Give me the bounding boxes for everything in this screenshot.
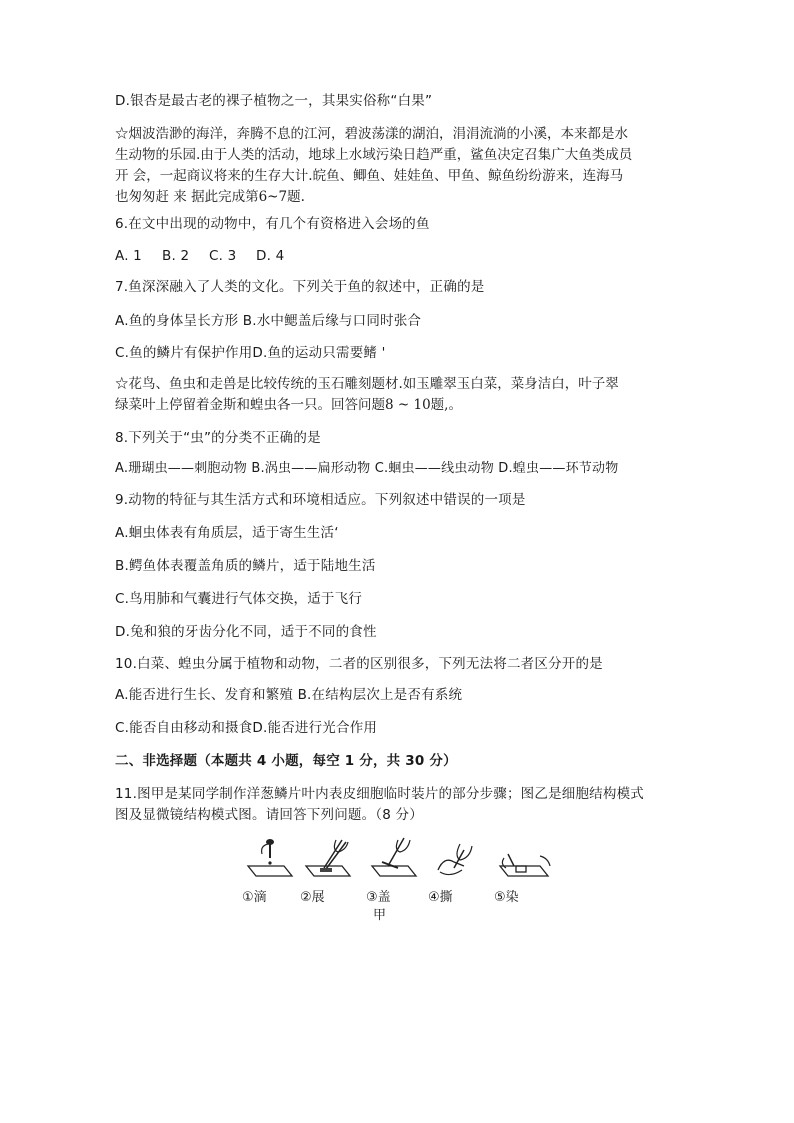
question-9: 9.动物的特征与其生活方式和环境相适应。下列叙述中错误的一项是 xyxy=(115,492,526,508)
question-6: 6.在文中出现的动物中，有几个有资格进入会场的鱼 xyxy=(115,216,430,232)
stain-icon xyxy=(496,836,556,884)
step-label: ①滴 xyxy=(242,890,267,905)
q9-option-c: C.鸟用肺和气囊进行气体交换，适于飞行 xyxy=(115,591,363,607)
step-spread xyxy=(298,836,358,920)
figure-caption: 甲 xyxy=(373,908,387,923)
q8-options: A.珊瑚虫——刺胞动物 B.涡虫——扁形动物 C.蛔虫——线虫动物 D.蝗虫——环节动物 xyxy=(115,461,619,476)
passage-fish xyxy=(115,124,690,208)
question-7: 7.鱼深深融入了人类的文化。下列关于鱼的叙述中，正确的是 xyxy=(115,279,485,295)
q6-option-a: A. 1 xyxy=(115,248,142,264)
coverslip-icon xyxy=(368,836,420,884)
step-stain xyxy=(492,836,552,920)
passage-line: ☆烟波浩渺的海洋，奔腾不息的江河，碧波荡漾的湖泊，涓涓流淌的小溪，本来都是水 xyxy=(115,126,628,142)
step-label: ⑤染 xyxy=(494,890,519,905)
question-10: 10.白菜、蝗虫分属于植物和动物，二者的区别很多，下列无法将二者区分开的是 xyxy=(115,656,603,672)
tweezers-icon xyxy=(302,836,354,884)
q6-options xyxy=(115,246,303,266)
q9-option-b: B.鳄鱼体表覆盖角质的鳞片，适于陆地生活 xyxy=(115,558,376,574)
step-drip xyxy=(240,836,300,920)
passage-line: 也匆匆赶 来 据此完成第6~7题. xyxy=(115,189,305,205)
question-11-line1: 11.图甲是某同学制作洋葱鳞片叶内表皮细胞临时装片的部分步骤；图乙是细胞结构模式 xyxy=(115,786,644,802)
q10-options-ab: A.能否进行生长、发育和繁殖 B.在结构层次上是否有系统 xyxy=(115,687,463,703)
hand-peel-icon xyxy=(430,836,482,884)
q6-option-b: B. 2 xyxy=(162,248,190,264)
q7-options-cd: C.鱼的鳞片有保护作用D.鱼的运动只需要鳍 ' xyxy=(115,345,386,361)
step-label: ④撕 xyxy=(428,890,453,905)
q10-options-cd: C.能否自由移动和摄食D.能否进行光合作用 xyxy=(115,720,378,736)
passage-line: 绿菜叶上停留着金斯和蝗虫各一只。回答问题8 ~ 10题,。 xyxy=(115,397,462,413)
step-label: ②展 xyxy=(300,890,325,905)
passage-jade xyxy=(115,374,690,416)
q6-option-d: D. 4 xyxy=(256,248,285,264)
q7-options-ab: A.鱼的身体呈长方形 B.水中鳃盖后缘与口同时张合 xyxy=(115,313,422,329)
dropper-icon xyxy=(244,836,296,884)
question-8: 8.下列关于“虫”的分类不正确的是 xyxy=(115,430,321,446)
passage-line: 开 会，一起商议将来的生存大计.皖鱼、鲫鱼、娃娃鱼、甲鱼、鲸鱼纷纷游来，连海马 xyxy=(115,168,624,184)
figure-jia xyxy=(240,836,560,923)
q9-option-a: A.蛔虫体表有角质层，适于寄生生活‘ xyxy=(115,525,339,541)
step-label: ③盖 xyxy=(366,890,391,905)
step-peel xyxy=(426,836,486,920)
question-11-line2: 图及显微镜结构模式图。请回答下列问题。（8 分） xyxy=(115,807,423,823)
passage-line: ☆花鸟、鱼虫和走兽是比较传统的玉石雕刻题材.如玉雕翠玉白菜，菜身洁白，叶子翠 xyxy=(115,376,619,392)
section-heading: 二、非选择题（本题共 4 小题，每空 1 分，共 30 分） xyxy=(115,753,457,769)
q6-option-c: C. 3 xyxy=(209,248,237,264)
passage-line: 生动物的乐园.由于人类的活动，地球上水域污染日趋严重，鲨鱼决定召集广大鱼类成员 xyxy=(115,147,633,163)
q9-option-d: D.兔和狼的牙齿分化不同，适于不同的食性 xyxy=(115,624,377,640)
q5-option-d: D.银杏是最古老的裸子植物之一，其果实俗称“白果” xyxy=(115,93,433,109)
